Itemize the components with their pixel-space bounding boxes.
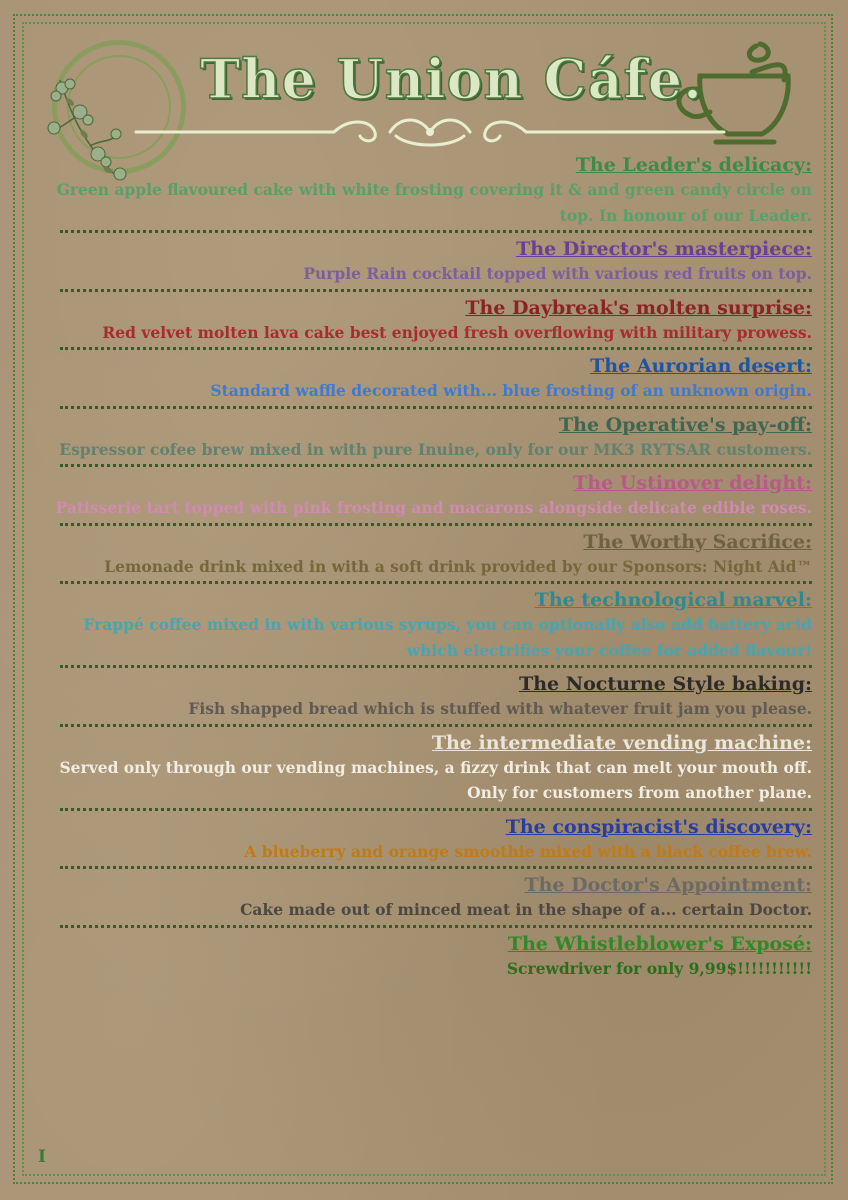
dotted-separator [60,808,812,811]
menu-item-description: Frappé coffee mixed in with various syrups, you can optionally also add battery acid which electrifies your coffee for added flavour! [83,615,812,660]
menu-item [36,413,812,468]
menu-item-description: Lemonade drink mixed in with a soft drink provided by our Sponsors: Night Aid™ [104,556,812,576]
menu-item [36,873,812,928]
menu-item [36,731,812,811]
menu-item [36,471,812,526]
menu-item-name: The Aurorian desert: [590,355,812,377]
title-flourish-divider [134,114,726,150]
dotted-separator [60,581,812,584]
menu-item-description: A blueberry and orange smoothie mixed with a black coffee brew. [244,841,812,861]
dotted-separator [60,866,812,869]
menu-item [36,530,812,585]
menu-item-description: Served only through our vending machines, a fizzy drink that can melt your mouth off. Only for customers from another plane. [59,757,812,802]
menu-item [36,237,812,292]
menu-item-description: Red velvet molten lava cake best enjoyed fresh overflowing with military prowess. [102,322,812,342]
dotted-separator [60,230,812,233]
menu-item-name: The Director's masterpiece: [516,238,812,260]
menu-item-name: The Daybreak's molten surprise: [465,296,812,319]
menu-item-description: Patisserie tart topped with pink frosting and macarons alongside delicate edible roses. [55,498,812,517]
menu-item-name: The Nocturne Style baking: [519,673,812,695]
flourish-center-dot [426,128,434,136]
menu-item-name: The technological marvel: [534,589,812,611]
menu-item-name: The Operative's pay-off: [559,413,812,436]
dotted-separator [60,523,812,526]
menu-item [36,153,812,233]
dotted-separator [60,925,812,928]
menu-item-name: The intermediate vending machine: [431,731,812,754]
menu-list [36,153,812,981]
dotted-separator [60,464,812,467]
dotted-separator [60,724,812,727]
menu-item [36,672,812,727]
dotted-separator [60,289,812,292]
menu-item-description: Green apple flavoured cake with white frosting covering it & and green candy circle on top. In honour of our Leader. [56,180,812,225]
dotted-separator [60,347,812,350]
dotted-separator [60,406,812,409]
menu-item [36,296,812,351]
menu-item-name: The Ustinover delight: [573,472,812,494]
page-number: I [38,1147,46,1167]
menu-item-name: The Whistleblower's Exposé: [507,932,812,955]
dotted-separator [60,665,812,668]
menu-item-description: Cake made out of minced meat in the shape of a... certain Doctor. [240,900,812,919]
menu-item-description: Standard waffle decorated with... blue frosting of an unknown origin. [210,381,812,400]
menu-item-description: Purple Rain cocktail topped with various red fruits on top. [303,264,812,283]
menu-item-name: The Worthy Sacrifice: [583,530,812,553]
menu-item [36,815,812,870]
menu-item-name: The conspiracist's discovery: [505,815,812,838]
menu-item-name: The Leader's delicacy: [575,154,812,176]
page-title: The Union Cáfe. [200,47,703,111]
menu-item [36,588,812,668]
menu-item-name: The Doctor's Appointment: [524,874,812,896]
menu-item-description: Espressor cofee brew mixed in with pure Inuine, only for our MK3 RYTSAR customers. [59,439,812,459]
menu-item-description: Fish shapped bread which is stuffed with whatever fruit jam you please. [188,699,812,718]
menu-item-description: Screwdriver for only 9,99$!!!!!!!!!!! [506,958,812,978]
menu-item [36,354,812,409]
menu-item [36,932,812,982]
